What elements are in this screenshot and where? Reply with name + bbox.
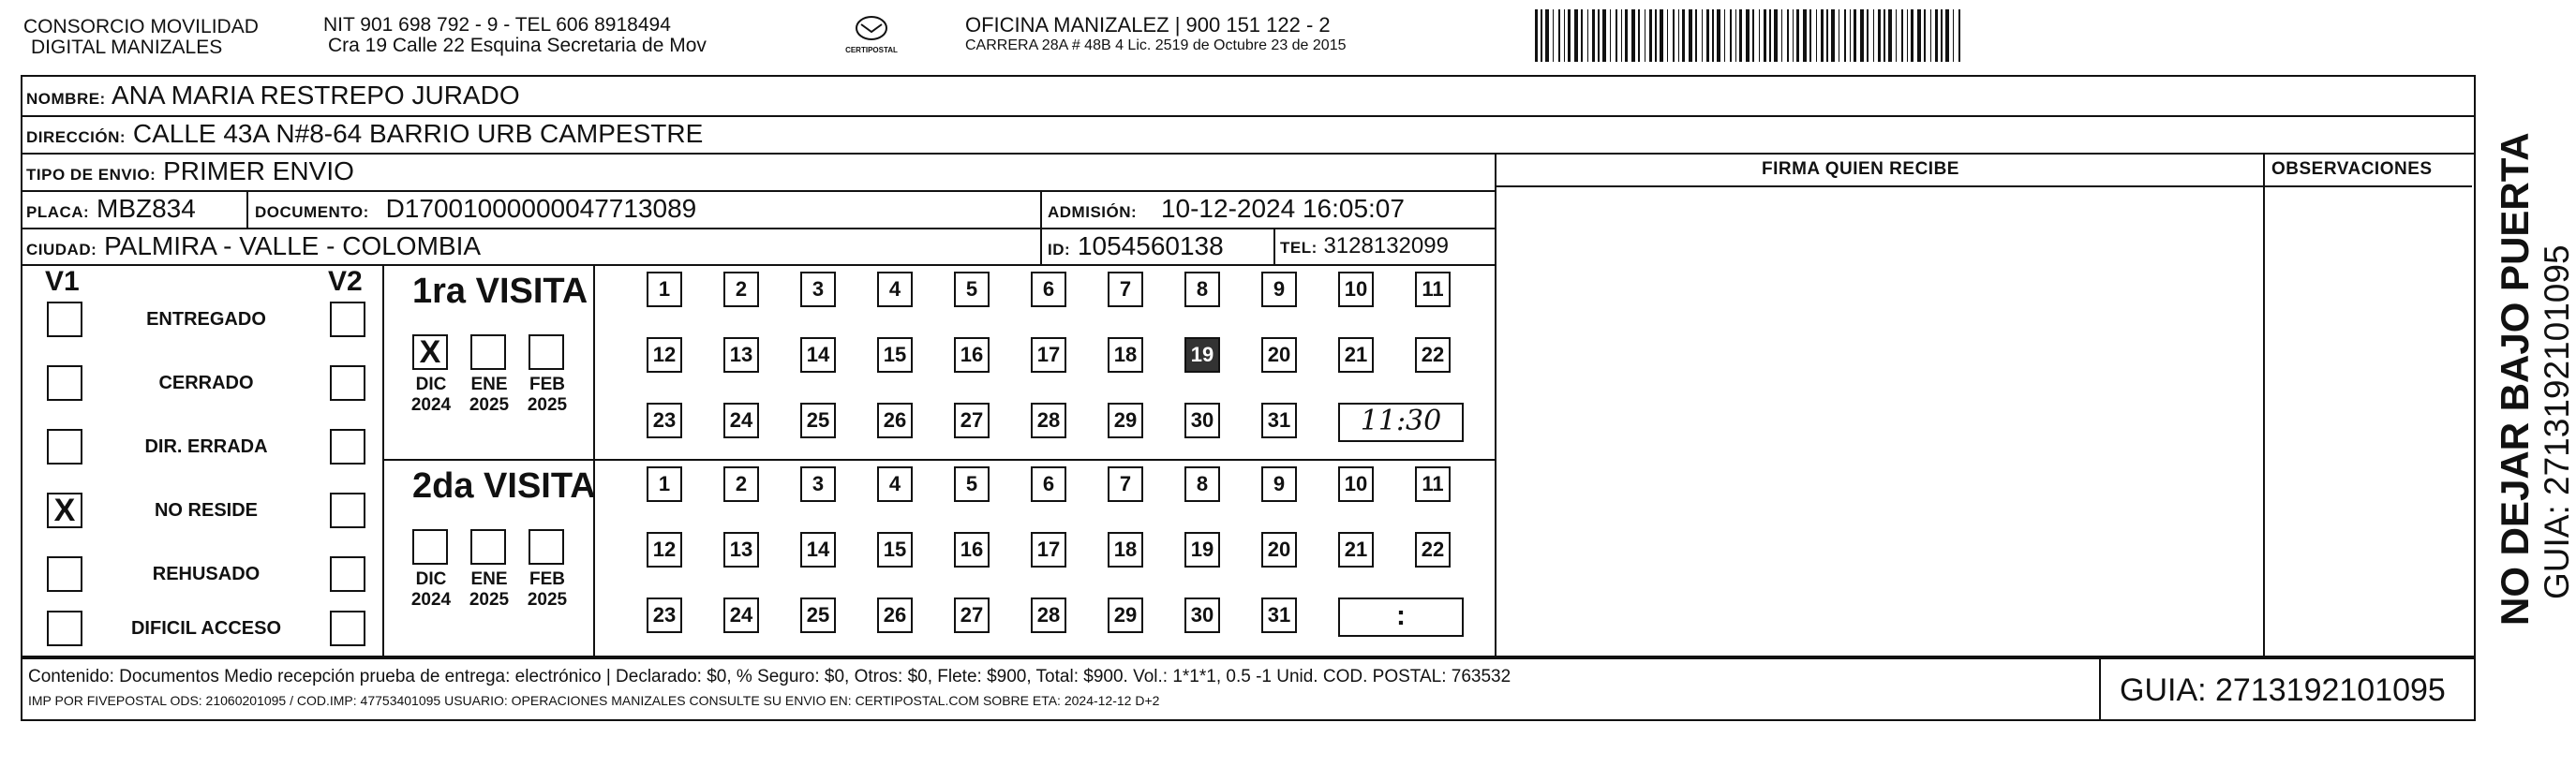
barcode [1535,7,1966,64]
second-day-9[interactable] [1261,466,1297,502]
barcode-bar [1553,9,1554,62]
main-form [21,75,2476,659]
tipo-envio-label: TIPO DE ENVIO: [26,166,156,184]
barcode-bar [1826,9,1828,62]
first-day-18[interactable] [1108,337,1143,373]
id-value: 1054560138 [1077,231,1224,260]
day-number: 4 [888,277,901,301]
second-day-26[interactable] [877,598,913,633]
v2-checkbox[interactable] [330,365,365,401]
day-number: 19 [1190,343,1214,366]
reason-label: REHUSADO [152,564,261,584]
barcode-bar [1945,9,1949,62]
day-number: 31 [1267,603,1291,627]
first-day-17[interactable] [1031,337,1066,373]
barcode-bar [1917,9,1921,62]
office-line2: CARRERA 28A # 48B 4 Lic. 2519 de Octubre 23 de 2015 [965,37,1347,53]
barcode-bar [1854,9,1856,62]
second-day-16[interactable] [954,532,990,568]
barcode-bar [1769,9,1771,62]
company-name [23,17,259,58]
reason-label: ENTREGADO [146,309,266,330]
ciudad-value: PALMIRA - VALLE - COLOMBIA [104,231,482,260]
second-day-24[interactable] [723,598,759,633]
day-number: 2 [735,277,748,301]
day-number: 27 [960,603,984,627]
second-time-box[interactable] [1338,598,1464,637]
first-day-6[interactable] [1031,272,1066,307]
barcode-bar [1558,9,1560,62]
reason-label: NO RESIDE [154,500,259,521]
admision-label: ADMISIÓN: [1048,203,1138,221]
barcode-bar [1655,9,1657,62]
day-number: 1 [658,472,671,495]
day-number: 29 [1113,603,1138,627]
day-number: 10 [1344,277,1368,301]
day-number: 18 [1113,538,1138,561]
second-day-14[interactable] [800,532,836,568]
month-year: 2025 [527,590,568,610]
first-day-23[interactable] [647,403,682,438]
second-day-12[interactable] [647,532,682,568]
v1-checkbox[interactable]: X [47,493,82,528]
day-number: 6 [1042,277,1055,301]
barcode-bar [1930,9,1931,62]
barcode-bar [1781,9,1782,62]
placa-row [26,193,196,229]
first-day-20[interactable] [1261,337,1297,373]
logo-text: CERTIPOSTAL [845,46,898,54]
barcode-bar [1660,9,1663,62]
v2-checkbox[interactable] [330,429,365,465]
day-number: 28 [1036,603,1061,627]
tel-label: TEL: [1280,239,1318,257]
second-day-23[interactable] [647,598,682,633]
second-day-10[interactable] [1338,466,1374,502]
second-day-18[interactable] [1108,532,1143,568]
second-day-13[interactable] [723,532,759,568]
first-month-label [465,375,514,416]
barcode-bar [1730,9,1732,62]
second-day-31[interactable] [1261,598,1297,633]
day-number: 24 [729,603,753,627]
footer-box [21,656,2476,721]
day-number: 11 [1422,277,1444,301]
tipo-envio-row [26,155,354,191]
barcode-bar [1649,9,1652,62]
month-name: FEB [529,569,565,589]
barcode-bar [1735,9,1736,62]
barcode-bar [1541,9,1542,62]
day-number: 7 [1119,472,1132,495]
day-number: 9 [1273,472,1286,495]
reason-label: DIFICIL ACCESO [130,618,281,639]
day-number: 30 [1190,408,1214,432]
month-name: ENE [470,375,508,394]
day-number: 30 [1190,603,1214,627]
barcode-bar [1625,9,1628,62]
day-number: 20 [1267,538,1291,561]
day-number: 11 [1422,472,1444,495]
direccion-value: CALLE 43A N#8-64 BARRIO URB CAMPESTRE [132,119,704,148]
day-number: 29 [1113,408,1138,432]
second-day-5[interactable] [954,466,990,502]
barcode-bar [1616,9,1617,62]
barcode-bar [1867,9,1869,62]
observaciones-heading: OBSERVACIONES [2271,159,2433,179]
day-number: 23 [652,603,677,627]
day-number: 17 [1036,538,1061,561]
barcode-bar [1746,9,1750,62]
day-number: 25 [806,408,830,432]
day-number: 12 [652,538,677,561]
month-year: 2025 [527,395,568,415]
barcode-bar [1809,9,1811,62]
office-line1: OFICINA MANIZALEZ | 900 151 122 - 2 [965,13,1331,37]
first-day-14[interactable] [800,337,836,373]
v1-checkbox[interactable] [47,302,82,337]
barcode-bar [1673,9,1675,62]
barcode-bar [1678,9,1679,62]
barcode-bar [1568,9,1571,62]
barcode-bar [1764,9,1766,62]
second-month-checkbox[interactable] [470,529,506,565]
first-day-10[interactable] [1338,272,1374,307]
day-number: 3 [812,472,825,495]
barcode-bar [1581,9,1583,62]
barcode-bar [1631,9,1635,62]
barcode-bar [1739,9,1742,62]
second-day-7[interactable] [1108,466,1143,502]
day-number: 4 [888,472,901,495]
office-info [965,15,1347,56]
barcode-bar [1587,9,1588,62]
documento-row [255,193,696,229]
barcode-bar [1844,9,1846,62]
second-month-label [465,569,514,611]
second-day-20[interactable] [1261,532,1297,568]
barcode-bar [1958,9,1960,62]
barcode-bar [1907,9,1908,62]
barcode-bar [1621,9,1622,62]
barcode-bar [1610,9,1611,62]
day-number: 2 [735,472,748,495]
day-number: 9 [1273,277,1286,301]
nombre-row [26,80,520,115]
nombre-value: ANA MARIA RESTREPO JURADO [111,81,520,110]
barcode-bar [1592,9,1595,62]
day-number: 8 [1196,277,1209,301]
barcode-bar [1911,9,1913,62]
barcode-bar [1574,9,1578,62]
first-day-13[interactable] [723,337,759,373]
first-day-11[interactable] [1415,272,1451,307]
day-number: 16 [960,343,984,366]
barcode-bar [1545,9,1549,62]
first-month-checkbox[interactable] [529,334,564,370]
first-day-2[interactable] [723,272,759,307]
month-name: DIC [415,569,447,589]
footer-line2: IMP POR FIVEPOSTAL ODS: 21060201095 / COD.IMP: 47753401095 USUARIO: OPERACIONES MANIZALES CONSULTE SU ENVIO EN: CERTIPOSTAL.COM SOBRE ETA: 2024-12-12 D+2 [28,693,1160,708]
v1-checkbox[interactable] [47,611,82,646]
second-day-17[interactable] [1031,532,1066,568]
second-day-29[interactable] [1108,598,1143,633]
day-number: 5 [965,277,978,301]
barcode-bar [1717,9,1720,62]
barcode-bar [1712,9,1714,62]
day-number: 22 [1421,343,1445,366]
first-day-8[interactable] [1184,272,1220,307]
second-day-27[interactable] [954,598,990,633]
day-number: 7 [1119,277,1132,301]
first-day-28[interactable] [1031,403,1066,438]
direccion-row [26,118,703,154]
barcode-bar [1702,9,1703,62]
first-day-4[interactable] [877,272,913,307]
v2-checkbox[interactable] [330,556,365,592]
month-name: ENE [470,569,508,589]
day-number: 21 [1344,538,1368,561]
day-number: 1 [658,277,671,301]
barcode-bar [1564,9,1565,62]
documento-value: D17001000000047713089 [385,194,697,223]
second-day-4[interactable] [877,466,913,502]
direccion-label: DIRECCIÓN: [26,128,127,146]
month-name: DIC [415,375,447,394]
second-time-value: : [1396,600,1406,631]
v2-label: V2 [328,266,363,297]
v1-checkbox[interactable] [47,429,82,465]
first-day-12[interactable] [647,337,682,373]
barcode-bar [1860,9,1864,62]
ciudad-label: CIUDAD: [26,241,97,258]
placa-label: PLACA: [26,203,90,221]
tel-row [1280,230,1449,264]
day-number: 18 [1113,343,1138,366]
first-month-label [407,375,455,416]
second-day-21[interactable] [1338,532,1374,568]
day-number: 26 [883,603,907,627]
month-name: FEB [529,375,565,394]
first-day-22[interactable] [1415,337,1451,373]
company-name-line1: CONSORCIO MOVILIDAD [23,16,259,37]
day-number: 20 [1267,343,1291,366]
day-number: 17 [1036,343,1061,366]
day-number: 13 [729,538,753,561]
day-number: 14 [806,343,830,366]
v2-checkbox[interactable] [330,611,365,646]
barcode-bar [1816,9,1817,62]
v2-checkbox[interactable] [330,493,365,528]
barcode-bar [1706,9,1709,62]
first-day-25[interactable] [800,403,836,438]
barcode-bar [1667,9,1668,62]
first-day-24[interactable] [723,403,759,438]
first-month-checkbox[interactable] [470,334,506,370]
documento-label: DOCUMENTO: [255,203,369,221]
nombre-label: NOMBRE: [26,90,106,108]
barcode-bar [1821,9,1824,62]
second-month-label [523,569,572,611]
first-day-9[interactable] [1261,272,1297,307]
admision-row [1048,193,1405,229]
barcode-bar [1901,9,1903,62]
barcode-bar [1873,9,1874,62]
firma-heading: FIRMA QUIEN RECIBE [1762,159,1959,179]
barcode-bar [1759,9,1760,62]
second-month-label [407,569,455,611]
tel-value: 3128132099 [1323,233,1449,258]
address-line: Cra 19 Calle 22 Esquina Secretaria de Mov [328,35,707,56]
barcode-bar [1896,9,1897,62]
footer-guia: GUIA: 2713192101095 [2120,672,2446,708]
day-number: 28 [1036,408,1061,432]
day-number: 24 [729,408,753,432]
second-day-1[interactable] [647,466,682,502]
second-month-checkbox[interactable] [529,529,564,565]
day-number: 26 [883,408,907,432]
side-warning: NO DEJAR BAJO PUERTA [2493,132,2537,626]
certipostal-logo-icon [853,15,890,41]
v1-label: V1 [45,266,80,297]
footer-line1: Contenido: Documentos Medio recepción prueba de entrega: electrónico | Declarado: $0, % Seguro: $0, Otros: $0, Flete: $900, Total: $900. Vol.: 1*1*1, 0.5 -1 Unid. COD. POSTAL: 763532 [28,667,1511,686]
barcode-bar [1888,9,1892,62]
company-contact [323,15,707,56]
first-day-3[interactable] [800,272,836,307]
v1-checkbox[interactable] [47,556,82,592]
barcode-bar [1850,9,1851,62]
day-number: 14 [806,538,830,561]
second-day-6[interactable] [1031,466,1066,502]
nit-line: NIT 901 698 792 - 9 - TEL 606 8918494 [323,14,671,36]
barcode-bar [1793,9,1794,62]
day-number: 8 [1196,472,1209,495]
barcode-bar [1695,9,1697,62]
second-day-28[interactable] [1031,598,1066,633]
day-number: 5 [965,472,978,495]
day-number: 16 [960,538,984,561]
first-day-15[interactable] [877,337,913,373]
first-month-label [523,375,572,416]
first-day-7[interactable] [1108,272,1143,307]
day-number: 6 [1042,472,1055,495]
barcode-bar [1796,9,1799,62]
month-year: 2024 [410,590,452,610]
first-day-31[interactable] [1261,403,1297,438]
ciudad-row [26,230,481,266]
barcode-bar [1924,9,1926,62]
barcode-bar [1884,9,1885,62]
side-guia: GUIA: 2713192101095 [2538,244,2576,599]
first-day-27[interactable] [954,403,990,438]
day-number: 23 [652,408,677,432]
tipo-envio-value: PRIMER ENVIO [163,156,354,185]
first-day-5[interactable] [954,272,990,307]
certipostal-logo [843,15,900,60]
day-number: 3 [812,277,825,301]
day-number: 15 [883,538,907,561]
first-day-1[interactable] [647,272,682,307]
barcode-bar [1935,9,1938,62]
barcode-bar [1598,9,1600,62]
second-day-8[interactable] [1184,466,1220,502]
barcode-bar [1689,9,1692,62]
day-number: 19 [1190,538,1214,561]
second-day-2[interactable] [723,466,759,502]
first-day-29[interactable] [1108,403,1143,438]
second-day-19[interactable] [1184,532,1220,568]
barcode-bar [1953,9,1954,62]
day-number: 21 [1344,343,1368,366]
barcode-bar [1803,9,1807,62]
barcode-bar [1638,9,1640,62]
barcode-bar [1602,9,1606,62]
second-day-25[interactable] [800,598,836,633]
day-number: 13 [729,343,753,366]
second-day-11[interactable] [1415,466,1451,502]
month-year: 2025 [469,395,510,415]
reason-label: CERRADO [158,373,254,393]
second-day-15[interactable] [877,532,913,568]
first-day-16[interactable] [954,337,990,373]
barcode-bar [1752,9,1754,62]
month-year: 2025 [469,590,510,610]
day-number: 10 [1344,472,1368,495]
id-row [1048,230,1224,266]
day-number: 15 [883,343,907,366]
reason-label: DIR. ERRADA [144,436,268,457]
day-number: 31 [1267,408,1291,432]
v2-checkbox[interactable] [330,302,365,337]
first-month-checkbox[interactable]: X [412,334,448,370]
barcode-bar [1941,9,1943,62]
second-day-22[interactable] [1415,532,1451,568]
second-month-checkbox[interactable] [412,529,448,565]
v1-checkbox[interactable] [47,365,82,401]
barcode-bar [1787,9,1789,62]
barcode-bar [1831,9,1835,62]
day-number: 22 [1421,538,1445,561]
placa-value: MBZ834 [97,194,196,223]
second-title: 2da VISITA [412,466,596,506]
month-year: 2024 [410,395,452,415]
first-day-26[interactable] [877,403,913,438]
day-number: 25 [806,603,830,627]
barcode-bar [1774,9,1778,62]
first-time-value: 11:30 [1360,405,1442,437]
id-label: ID: [1048,241,1071,258]
first-title: 1ra VISITA [412,272,588,311]
first-day-30[interactable] [1184,403,1220,438]
admision-value: 10-12-2024 16:05:07 [1160,194,1405,223]
barcode-bar [1535,9,1538,62]
company-name-line2: DIGITAL MANIZALES [31,37,223,58]
first-day-21[interactable] [1338,337,1374,373]
barcode-bar [1724,9,1725,62]
first-day-19[interactable] [1184,337,1220,373]
day-number: 27 [960,408,984,432]
day-number: 12 [652,343,677,366]
barcode-bar [1682,9,1685,62]
first-time-box[interactable] [1338,403,1464,442]
barcode-bar [1878,9,1881,62]
second-day-3[interactable] [800,466,836,502]
second-day-30[interactable] [1184,598,1220,633]
